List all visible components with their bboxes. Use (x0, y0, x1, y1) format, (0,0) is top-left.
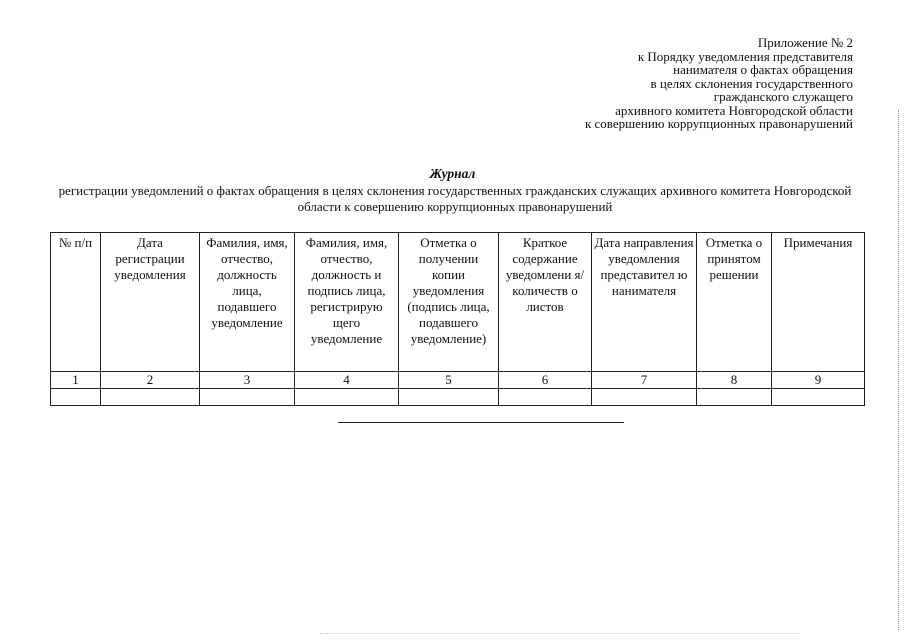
header-cell-summary: Краткое содержание уведомлени я/количеств о листов (499, 233, 592, 372)
header-cell-notes: Примечания (772, 233, 865, 372)
appendix-line: гражданского служащего (713, 89, 853, 104)
header-cell-registrar: Фамилия, имя, отчество, должность и подпись лица, регистрирую щего уведомление (295, 233, 399, 372)
column-number: 5 (399, 372, 499, 389)
column-number: 4 (295, 372, 399, 389)
empty-cell (499, 389, 592, 406)
column-number: 9 (772, 372, 865, 389)
appendix-line: к Порядку уведомления представителя (637, 48, 853, 64)
column-number: 2 (101, 372, 200, 389)
empty-cell (101, 389, 200, 406)
empty-cell (295, 389, 399, 406)
appendix-line: Приложение № 2 (757, 35, 853, 50)
appendix-line: к совершению коррупционных правонарушений (584, 116, 853, 131)
header-cell-submitter: Фамилия, имя, отчество, должность лица, подавшего уведомление (200, 233, 295, 372)
page-title: Журнал (429, 166, 476, 181)
column-number: 1 (51, 372, 101, 389)
appendix-line: архивного комитета Новгородской области (615, 102, 853, 118)
empty-cell (399, 389, 499, 406)
header-cell-decision: Отметка о принятом решении (697, 233, 772, 372)
table-row-numbers (51, 372, 865, 389)
scan-margin-mark (898, 110, 899, 630)
closing-divider (338, 422, 624, 423)
table-header-row (51, 233, 865, 372)
empty-cell (200, 389, 295, 406)
header-cell-forward-date: Дата направления уведомления представител ю нанимателя (592, 233, 697, 372)
table-row-empty (51, 389, 865, 406)
appendix-line: в целях склонения государственного (650, 75, 853, 91)
column-number: 6 (499, 372, 592, 389)
header-cell-number: № п/п (51, 233, 101, 372)
header-cell-copy-receipt: Отметка о получении копии уведомления (подпись лица, подавшего уведомление) (399, 233, 499, 372)
empty-cell (697, 389, 772, 406)
page-subtitle: регистрации уведомлений о фактах обращения в целях склонения государственных гражданских служащих архивного комитета Новгородской области к совершению коррупционных правонарушений (58, 183, 852, 214)
empty-cell (592, 389, 697, 406)
appendix-line: нанимателя о фактах обращения (673, 62, 853, 77)
appendix-note (585, 36, 853, 131)
column-number: 3 (200, 372, 295, 389)
journal-table (50, 232, 865, 406)
scan-bottom-mark (320, 633, 800, 634)
column-number: 8 (697, 372, 772, 389)
header-cell-registration-date: Дата регистрации уведомления (101, 233, 200, 372)
empty-cell (51, 389, 101, 406)
column-number: 7 (592, 372, 697, 389)
empty-cell (772, 389, 865, 406)
